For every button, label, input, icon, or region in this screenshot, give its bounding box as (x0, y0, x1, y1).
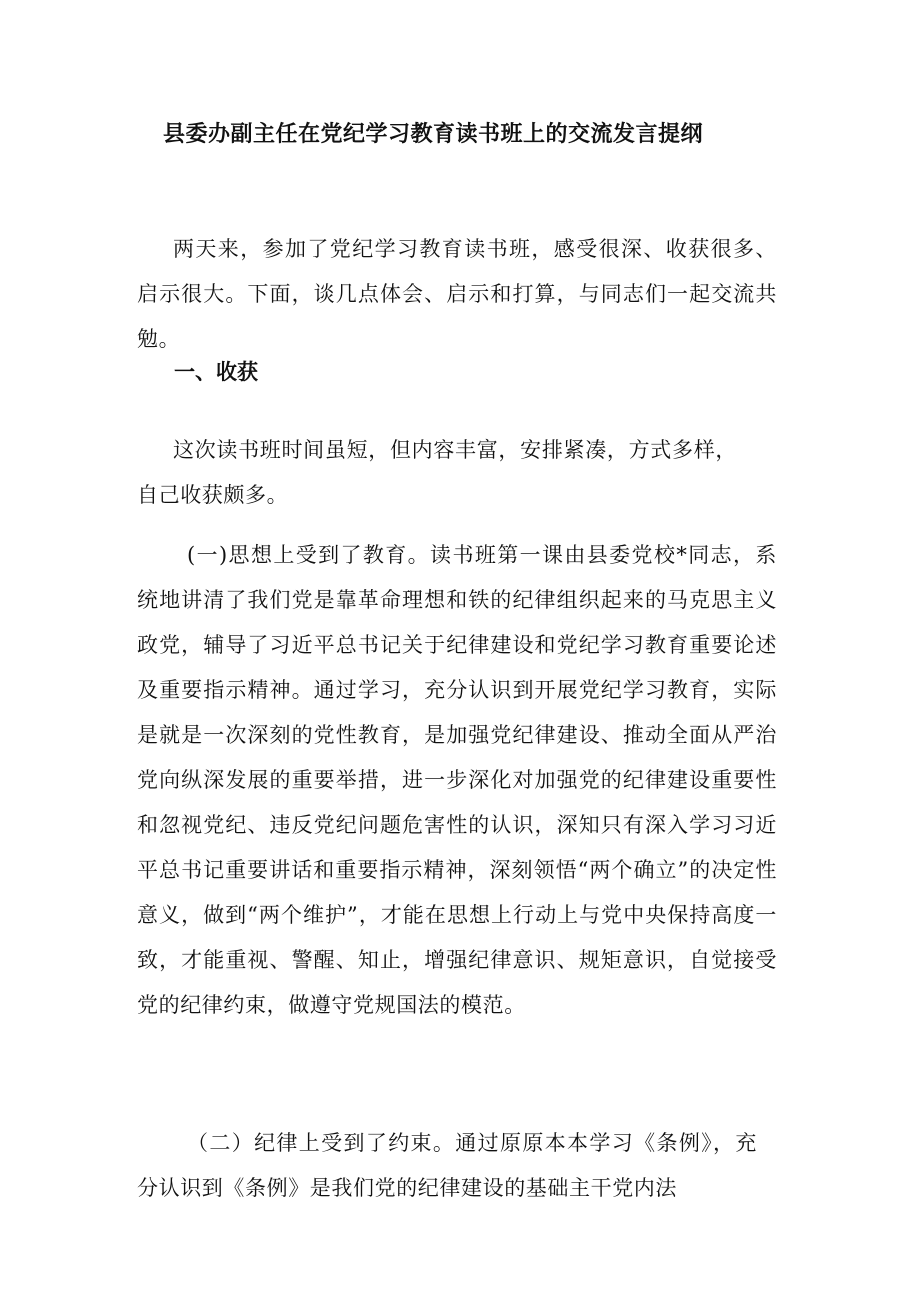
point-two-paragraph: （二）纪律上受到了约束。通过原原本本学习《条例》，充分认识到《条例》是我们党的纪律建设的基础主干党内法 (137, 1131, 757, 1200)
document-title: 县委办副主任在党纪学习教育读书班上的交流发言提纲 (163, 122, 704, 147)
section-intro-paragraph: 这次读书班时间虽短，但内容丰富，安排紧凑，方式多样，自己收获颇多。 (137, 438, 737, 507)
section-heading-harvest: 一、收获 (174, 360, 258, 384)
intro-paragraph: 两天来，参加了党纪学习教育读书班，感受很深、收获很多、启示很大。下面，谈几点体会、启示和打算，与同志们一起交流共勉。 (137, 237, 777, 351)
point-one-paragraph: (一)思想上受到了教育。读书班第一课由县委党校*同志，系统地讲清了我们党是靠革命理想和铁的纪律组织起来的马克思主义政党，辅导了习近平总书记关于纪律建设和党纪学习教育重要论述及重要指示精神。通过学习，充分认识到开展党纪学习教育，实际是就是一次深刻的党性教育，是加强党纪律建设、推动全面从严治党向纵深发展的重要举措，进一步深化对加强党的纪律建设重要性和忽视党纪、违反党纪问题危害性的认识，深知只有深入学习习近平总书记重要讲话和重要指示精神，深刻领悟“两个确立”的决定性意义，做到“两个维护”，才能在思想上行动上与党中央保持高度一致，才能重视、警醒、知止，增强纪律意识、规矩意识，自觉接受党的纪律约束，做遵守党规国法的模范。 (137, 543, 777, 1017)
